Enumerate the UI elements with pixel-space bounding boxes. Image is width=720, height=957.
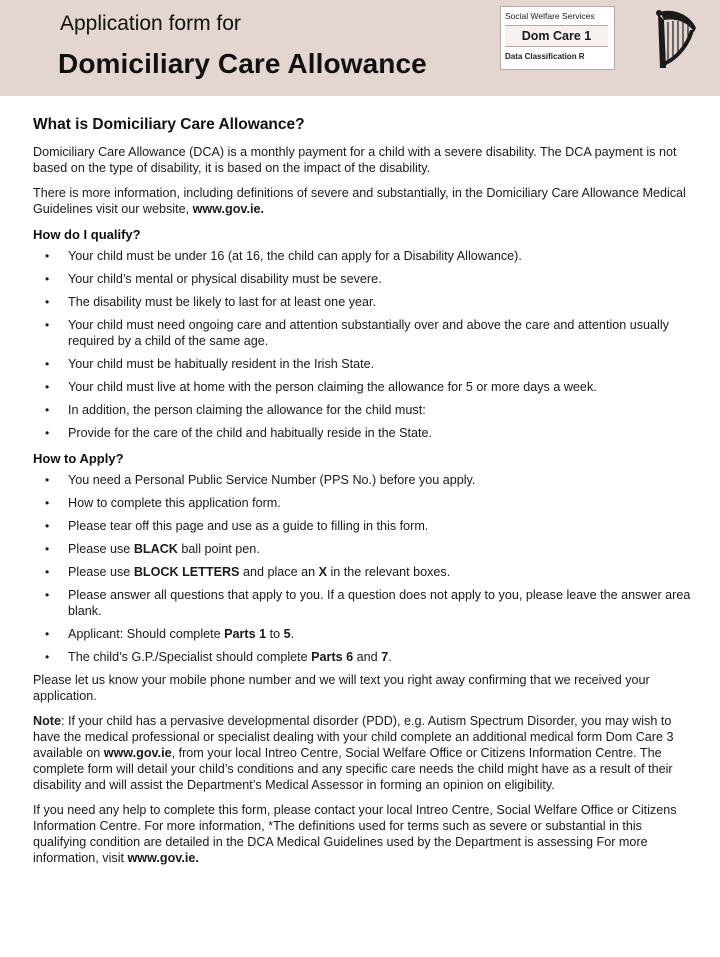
item-text: The child’s G.P./Specialist should complete <box>68 650 312 664</box>
more-info-text: There is more information, including definitions of severe and substantially, in the Domiciliary Care Allowance Medical Guidelines visit our website, <box>33 186 686 216</box>
list-item: • In addition, the person claiming the allowance for the child must: <box>33 402 693 418</box>
form-code: Dom Care 1 <box>505 25 608 47</box>
data-classification: Data Classification R <box>505 52 585 61</box>
item-emphasis: Parts 1 <box>224 627 267 641</box>
website-link: www.gov.ie. <box>192 202 264 216</box>
item-emphasis: X <box>318 565 327 579</box>
list-item: • Please answer all questions that apply to you. If a question does not apply to you, please leave the answer area blank. <box>33 587 693 619</box>
form-header <box>0 0 720 96</box>
item-text: . <box>290 627 295 641</box>
list-item: • How to complete this application form. <box>33 495 693 511</box>
website-link: www.gov.ie <box>103 746 172 760</box>
note-text: , from your local Intreo Centre, Social Welfare Office or Citizens Information Centre. The complete form will detail your child’s conditions and any specific care needs the child might have as a result of their disability and will assist the Department’s Medical Assessor in forming an opinion on eligibility. <box>33 746 673 792</box>
item-text: and place an <box>239 565 319 579</box>
service-label: Social Welfare Services <box>505 11 595 21</box>
list-item <box>33 564 693 580</box>
item-text: Please use <box>68 565 134 579</box>
list-item: • Your child’s mental or physical disability must be severe. <box>33 271 693 287</box>
help-text: If you need any help to complete this form, please contact your local Intreo Centre, Social Welfare Office or Citizens Information Centre. For more information, *The definitions used for terms such as severe or substantial in this qualifying condition are detailed in the DCA Medical Guidelines used by the Department is assessing For more information, visit <box>33 803 677 865</box>
item-text: . <box>388 650 392 664</box>
item-emphasis: Parts 6 <box>311 650 354 664</box>
note-label: Note <box>33 714 61 728</box>
list-item: • You need a Personal Public Service Number (PPS No.) before you apply. <box>33 472 693 488</box>
mobile-paragraph: Please let us know your mobile phone number and we will text you right away confirming that we received your application. <box>33 673 650 703</box>
qualify-list <box>33 248 693 441</box>
list-item: • Your child must be habitually resident in the Irish State. <box>33 356 693 372</box>
form-title: Domiciliary Care Allowance <box>58 48 427 79</box>
list-item: • The disability must be likely to last for at least one year. <box>33 294 693 310</box>
form-reference-box <box>500 6 615 70</box>
list-item: • Your child must be under 16 (at 16, the child can apply for a Disability Allowance). <box>33 248 693 264</box>
website-link: www.gov.ie. <box>127 851 199 865</box>
heading-how-do-i-qualify: How do I qualify? <box>33 227 141 242</box>
list-item <box>33 626 693 642</box>
form-content <box>33 110 693 875</box>
heading-how-to-apply: How to Apply? <box>33 451 124 466</box>
item-text: in the relevant boxes. <box>327 565 451 579</box>
form-subtitle: Application form for <box>60 12 241 35</box>
item-text: ball point pen. <box>177 542 260 556</box>
apply-list <box>33 472 693 665</box>
list-item <box>33 541 693 557</box>
help-paragraph <box>33 802 693 866</box>
intro-paragraph: Domiciliary Care Allowance (DCA) is a monthly payment for a child with a severe disability. The DCA payment is not based on the type of disability, it is based on the impact of the disability. <box>33 145 677 175</box>
note-text: : If your child has a pervasive developmental disorder (PDD), e.g. Autism Spectrum Disorder, you may wish to have the medical professional or specialist dealing with your child complete an additional medical form Dom Care 3 available on <box>33 714 674 760</box>
item-emphasis: BLACK <box>133 542 178 556</box>
list-item: • Provide for the care of the child and habitually reside in the State. <box>33 425 693 441</box>
harp-emblem-icon <box>650 6 702 72</box>
item-text: to <box>266 627 284 641</box>
list-item <box>33 649 693 665</box>
note-paragraph <box>33 713 693 793</box>
section-heading-what-is-dca: What is Domiciliary Care Allowance? <box>33 116 305 133</box>
item-emphasis: 5 <box>283 627 291 641</box>
item-text: and <box>353 650 382 664</box>
more-info-paragraph <box>33 185 693 217</box>
item-emphasis: 7 <box>381 650 389 664</box>
list-item: • Your child must live at home with the person claiming the allowance for 5 or more days a week. <box>33 379 693 395</box>
list-item: • Please tear off this page and use as a guide to filling in this form. <box>33 518 693 534</box>
item-text: Please use <box>68 542 134 556</box>
list-item: • Your child must need ongoing care and attention substantially over and above the care and attention usually required by a child of the same age. <box>33 317 693 349</box>
item-text: Applicant: Should complete <box>68 627 225 641</box>
item-emphasis: BLOCK LETTERS <box>133 565 240 579</box>
